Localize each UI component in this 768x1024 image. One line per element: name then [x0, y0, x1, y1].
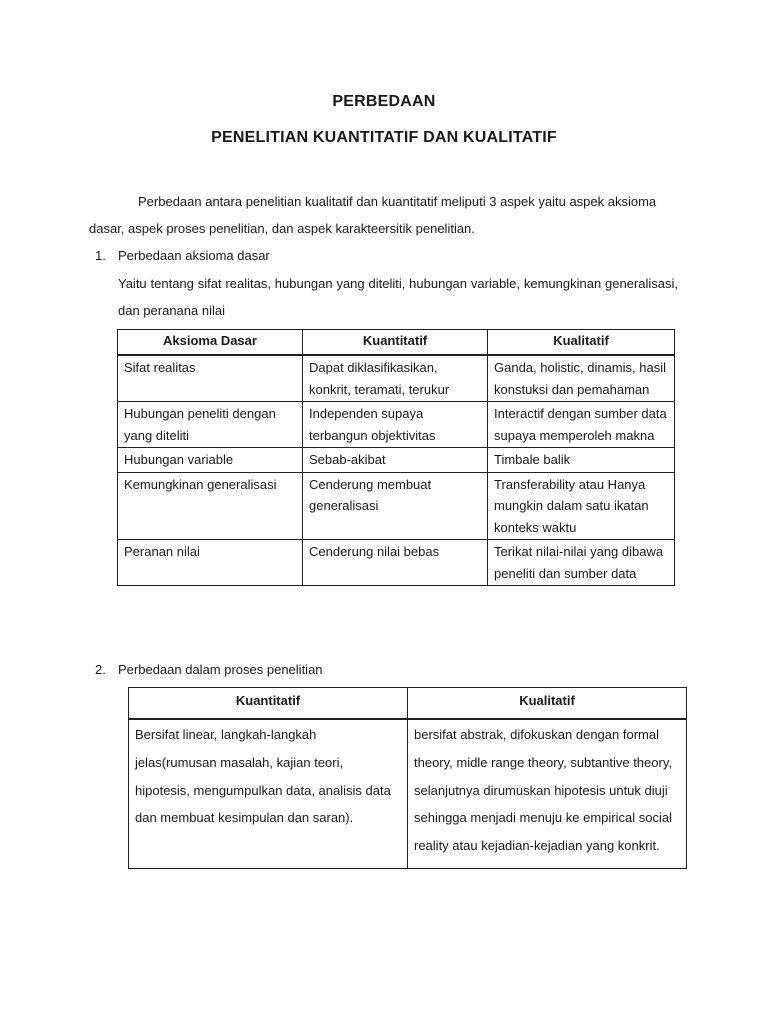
document-subtitle: PENELITIAN KUANTITATIF DAN KUALITATIF	[211, 129, 557, 146]
table-cell: Dapat diklasifikasikan, konkrit, teramati, terukur	[303, 355, 488, 402]
table-cell: Cenderung nilai bebas	[303, 540, 488, 586]
proses-table	[128, 687, 687, 869]
table-row	[118, 448, 675, 473]
table-cell: Peranan nilai	[118, 540, 303, 586]
aksioma-table	[117, 329, 675, 586]
table-header-cell: Kuantitatif	[303, 330, 488, 356]
table-header-cell: Kualitatif	[408, 688, 687, 720]
table-cell: Terikat nilai-nilai yang dibawa peneliti dan sumber data	[488, 540, 675, 586]
section1-description: Yaitu tentang sifat realitas, hubungan yang diteliti, hubungan variable, kemungkinan generalisasi, dan peranana nilai	[118, 276, 678, 318]
document-title: PERBEDAAN	[332, 93, 436, 110]
table-cell: Sifat realitas	[118, 355, 303, 402]
table-cell: Timbale balik	[488, 448, 675, 473]
table-header-row	[129, 688, 687, 720]
table-cell: Ganda, holistic, dinamis, hasil konstuksi dan pemahaman	[488, 355, 675, 402]
table-cell: Hubungan variable	[118, 448, 303, 473]
table-header-cell: Kuantitatif	[129, 688, 408, 720]
section2-number: 2.	[95, 662, 106, 677]
table-cell: Kemungkinan generalisasi	[118, 472, 303, 540]
section1-number: 1.	[95, 248, 106, 263]
table-row	[118, 472, 675, 540]
table-row	[118, 355, 675, 402]
table-cell: bersifat abstrak, difokuskan dengan formal theory, midle range theory, subtantive theory, selanjutnya dirumuskan hipotesis untuk diuji sehingga menjadi menuju ke empirical social reality atau kejadian-kejadian yang konkrit.	[408, 719, 687, 868]
section1-heading: Perbedaan aksioma dasar	[118, 248, 270, 263]
table-row	[129, 719, 687, 868]
intro-paragraph: Perbedaan antara penelitian kualitatif dan kuantitatif meliputi 3 aspek yaitu aspek aksioma dasar, aspek proses penelitian, dan aspek karakteersitik penelitian.	[89, 194, 657, 236]
table-cell: Cenderung membuat generalisasi	[303, 472, 488, 540]
table-row	[118, 402, 675, 448]
table-cell: Hubungan peneliti dengan yang diteliti	[118, 402, 303, 448]
table-header-cell: Kualitatif	[488, 330, 675, 356]
table-cell: Independen supaya terbangun objektivitas	[303, 402, 488, 448]
section2-heading: Perbedaan dalam proses penelitian	[118, 662, 323, 677]
table-cell: Sebab-akibat	[303, 448, 488, 473]
table-header-row	[118, 330, 675, 356]
table-row	[118, 540, 675, 586]
table-cell: Interactif dengan sumber data supaya memperoleh makna	[488, 402, 675, 448]
table-header-cell: Aksioma Dasar	[118, 330, 303, 356]
table-cell: Transferability atau Hanya mungkin dalam satu ikatan konteks waktu	[488, 472, 675, 540]
table-cell: Bersifat linear, langkah-langkah jelas(rumusan masalah, kajian teori, hipotesis, mengumpulkan data, analisis data dan membuat kesimpulan dan saran).	[129, 719, 408, 868]
